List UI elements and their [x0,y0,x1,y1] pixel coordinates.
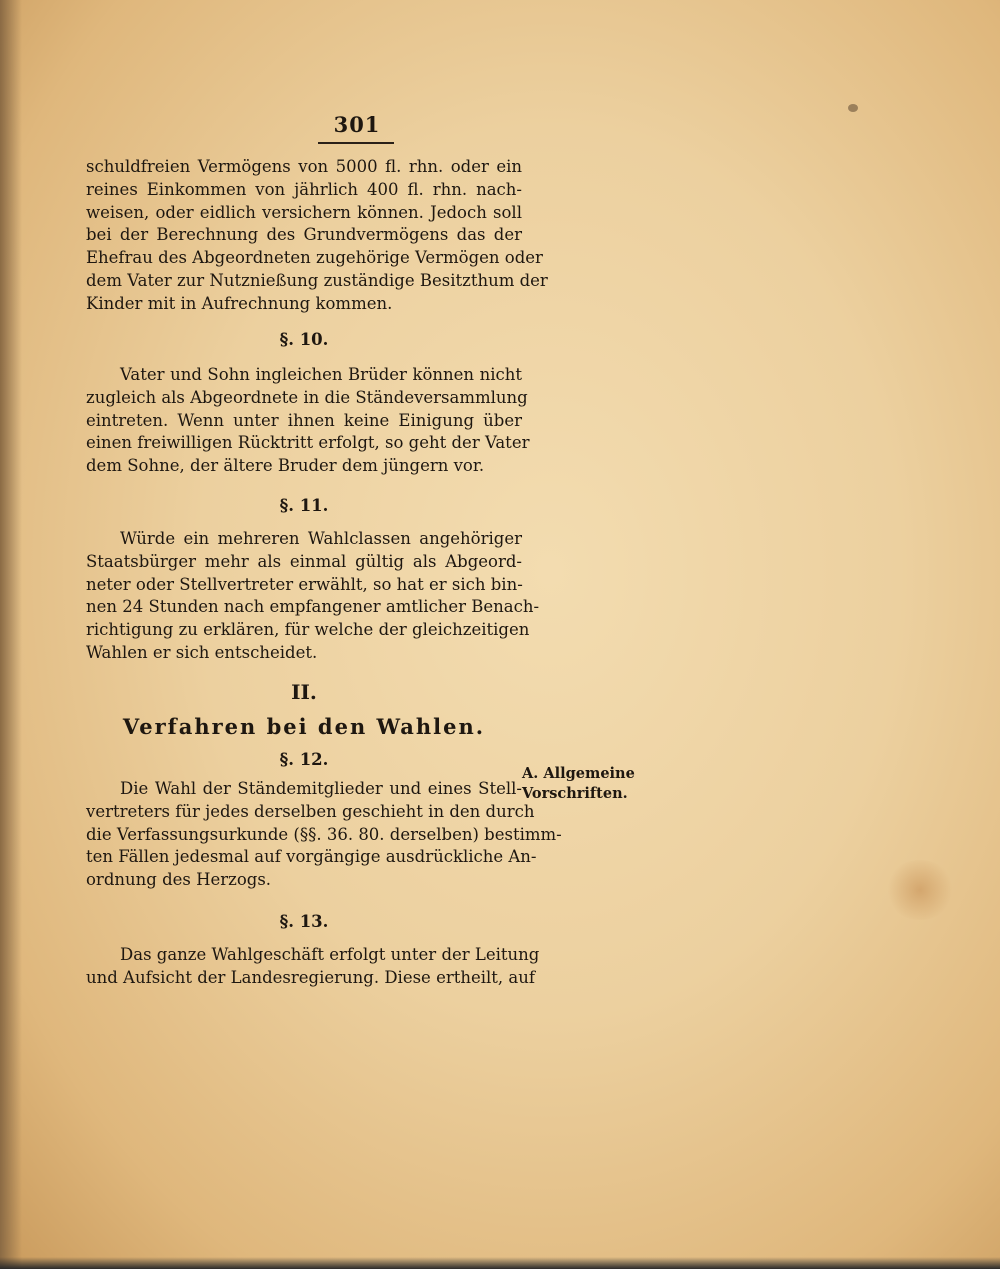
text-line: weisen, oder eidlich versichern können. Jedoch soll [86,202,522,222]
chapter-number: II. [291,680,317,704]
text-line: nen 24 Stunden nach empfangener amtlicher Benach- [86,597,540,617]
paper-spot [848,104,858,112]
text-line: eintreten. Wenn unter ihnen keine Einigung über [86,410,522,430]
text-line: und Aufsicht der Landesregierung. Diese ertheilt, auf [86,967,535,987]
text-line: dem Sohne, der ältere Bruder dem jüngern vor. [86,456,485,476]
section-10-text [86,364,530,478]
paper-stain [885,860,955,920]
page-number-rule [318,142,394,144]
text-line: Wahlen er sich entscheidet. [86,642,318,662]
text-line: Die Wahl der Ständemitglieder und eines Stell- [120,779,522,798]
section-12-text [86,778,562,892]
section-11-text [86,528,540,665]
text-line: die Verfassungsurkunde (§§. 36. 80. derselben) bestimm- [86,824,562,844]
page-number: 301 [333,112,381,137]
text-line: ten Fällen jedesmal auf vorgängige ausdrückliche An- [86,847,537,867]
text-line: Ehefrau des Abgeordneten zugehörige Vermögen oder [86,248,543,268]
paragraph-continued [86,156,548,316]
text-line: dem Vater zur Nutznießung zuständige Besitzthum der [86,270,548,290]
section-13-text [86,944,540,990]
text-line: zugleich als Abgeordnete in die Ständeversammlung [86,387,528,407]
text-line: richtigung zu erklären, für welche der gleichzeitigen [86,620,530,640]
chapter-title: Verfahren bei den Wahlen. [122,714,486,739]
text-line: schuldfreien Vermögens von 5000 fl. rhn. oder ein [86,157,522,176]
text-line: Würde ein mehreren Wahlclassen angehöriger [120,529,522,548]
text-line: neter oder Stellvertreter erwählt, so hat er sich bin- [86,574,523,594]
text-line: Vater und Sohn ingleichen Brüder können nicht [120,365,522,384]
margin-note-line: Vorschriften. [522,785,628,802]
text-line: Das ganze Wahlgeschäft erfolgt unter der Leitung [120,945,540,964]
section-11-heading: §. 11. [279,496,329,515]
margin-note [522,764,635,804]
section-12-heading: §. 12. [279,750,329,769]
text-line: Staatsbürger mehr als einmal gültig als Abgeord- [86,551,522,571]
margin-note-line: A. Allgemeine [522,765,635,782]
text-line: Kinder mit in Aufrechnung kommen. [86,293,393,313]
section-10-heading: §. 10. [279,330,329,349]
section-13-heading: §. 13. [279,912,329,931]
text-line: reines Einkommen von jährlich 400 fl. rhn. nach- [86,179,522,199]
text-line: einen freiwilligen Rücktritt erfolgt, so geht der Vater [86,433,530,453]
text-line: vertreters für jedes derselben geschieht in den durch [86,801,535,821]
text-line: ordnung des Herzogs. [86,870,272,890]
text-line: bei der Berechnung des Grundvermögens das der [86,225,522,245]
